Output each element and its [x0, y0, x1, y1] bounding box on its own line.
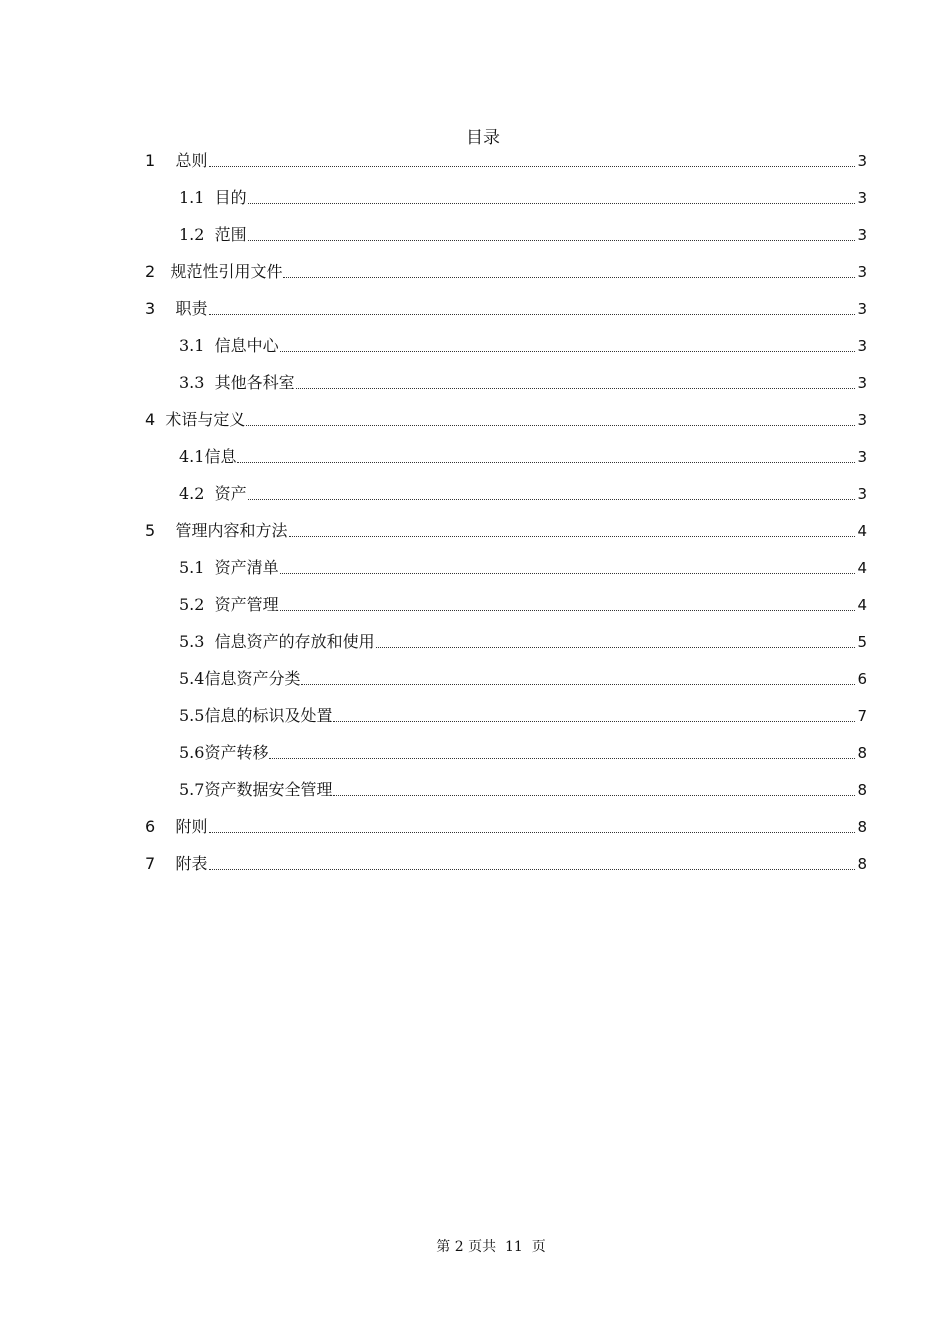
- toc-dot-leader: [333, 721, 855, 722]
- toc-dot-leader: [289, 536, 856, 537]
- toc-entry[interactable]: [145, 814, 867, 838]
- toc-entry[interactable]: [179, 740, 867, 764]
- toc-entry-label: 5.2 资产管理: [179, 595, 279, 614]
- toc-entry-label: 3.3 其他各科室: [179, 373, 295, 392]
- toc-entry-page: 6: [857, 670, 867, 688]
- toc-entry[interactable]: [179, 703, 867, 727]
- toc-entry[interactable]: [179, 592, 867, 616]
- toc-entry[interactable]: [179, 370, 867, 394]
- toc-dot-leader: [248, 203, 856, 204]
- toc-entry-page: 3: [857, 226, 867, 244]
- toc-entry-label: 1 总则: [145, 151, 208, 170]
- toc-entry-page: 3: [857, 448, 867, 466]
- toc-dot-leader: [246, 425, 855, 426]
- toc-entry-label: 5.4信息资产分类: [179, 669, 301, 688]
- toc-entry[interactable]: [179, 185, 867, 209]
- toc-dot-leader: [248, 240, 856, 241]
- page-footer: 第 2 页共 11 页: [436, 1239, 546, 1255]
- toc-entry-page: 8: [857, 818, 867, 836]
- toc-dot-leader: [376, 647, 856, 648]
- toc-entry-label: 4.2 资产: [179, 484, 247, 503]
- toc-entry-page: 4: [857, 596, 867, 614]
- toc-entry-label: 2 规范性引用文件: [145, 262, 283, 281]
- toc-entry-label: 5.7资产数据安全管理: [179, 780, 333, 799]
- toc-entry-page: 3: [857, 411, 867, 429]
- toc-dot-leader: [269, 758, 855, 759]
- toc-dot-leader: [283, 277, 855, 278]
- toc-dot-leader: [280, 351, 856, 352]
- toc-entry[interactable]: [145, 851, 867, 875]
- toc-entry-page: 4: [857, 559, 867, 577]
- toc-entry-label: 5.1 资产清单: [179, 558, 279, 577]
- toc-entry[interactable]: [179, 555, 867, 579]
- toc-entry-label: 5.5信息的标识及处置: [179, 706, 333, 725]
- toc-dot-leader: [209, 166, 856, 167]
- toc-entry-label: 1.1 目的: [179, 188, 247, 207]
- toc-dot-leader: [301, 684, 855, 685]
- toc-entry-label: 4 术语与定义: [145, 410, 246, 429]
- toc-entry-page: 8: [857, 781, 867, 799]
- toc-entry[interactable]: [179, 666, 867, 690]
- toc-entry-page: 5: [857, 633, 867, 651]
- toc-entry[interactable]: [145, 148, 867, 172]
- toc-entry-page: 3: [857, 337, 867, 355]
- toc-entry-label: 3.1 信息中心: [179, 336, 279, 355]
- toc-entry[interactable]: [145, 296, 867, 320]
- toc-dot-leader: [209, 314, 856, 315]
- toc-dot-leader: [296, 388, 856, 389]
- toc-entry-label: 1.2 范围: [179, 225, 247, 244]
- toc-entry[interactable]: [179, 222, 867, 246]
- toc-entry[interactable]: [145, 407, 867, 431]
- toc-title: 目录: [466, 128, 500, 148]
- toc-dot-leader: [237, 462, 855, 463]
- toc-entry-label: 3 职责: [145, 299, 208, 318]
- toc-entry[interactable]: [179, 629, 867, 653]
- toc-dot-leader: [280, 610, 856, 611]
- toc-dot-leader: [280, 573, 856, 574]
- toc-dot-leader: [248, 499, 856, 500]
- toc-entry-page: 4: [857, 522, 867, 540]
- toc-dot-leader: [209, 869, 856, 870]
- toc-entry-page: 8: [857, 855, 867, 873]
- toc-entry[interactable]: [179, 481, 867, 505]
- toc-entry-page: 3: [857, 263, 867, 281]
- toc-entry[interactable]: [179, 444, 867, 468]
- toc-entry-label: 4.1信息: [179, 447, 237, 466]
- toc-dot-leader: [333, 795, 855, 796]
- toc-entry-label: 5.6资产转移: [179, 743, 269, 762]
- toc-entry-page: 7: [857, 707, 867, 725]
- toc-entry-label: 7 附表: [145, 854, 208, 873]
- toc-entry-label: 6 附则: [145, 817, 208, 836]
- toc-entry-page: 3: [857, 374, 867, 392]
- toc-entry[interactable]: [145, 518, 867, 542]
- toc-entry-label: 5 管理内容和方法: [145, 521, 288, 540]
- toc-entry-page: 8: [857, 744, 867, 762]
- toc-entry[interactable]: [179, 777, 867, 801]
- toc-entry[interactable]: [179, 333, 867, 357]
- toc-entry-page: 3: [857, 485, 867, 503]
- toc-entry-page: 3: [857, 152, 867, 170]
- toc-entry-label: 5.3 信息资产的存放和使用: [179, 632, 375, 651]
- toc-entry-page: 3: [857, 300, 867, 318]
- toc-entry-page: 3: [857, 189, 867, 207]
- toc-entry[interactable]: [145, 259, 867, 283]
- toc-dot-leader: [209, 832, 856, 833]
